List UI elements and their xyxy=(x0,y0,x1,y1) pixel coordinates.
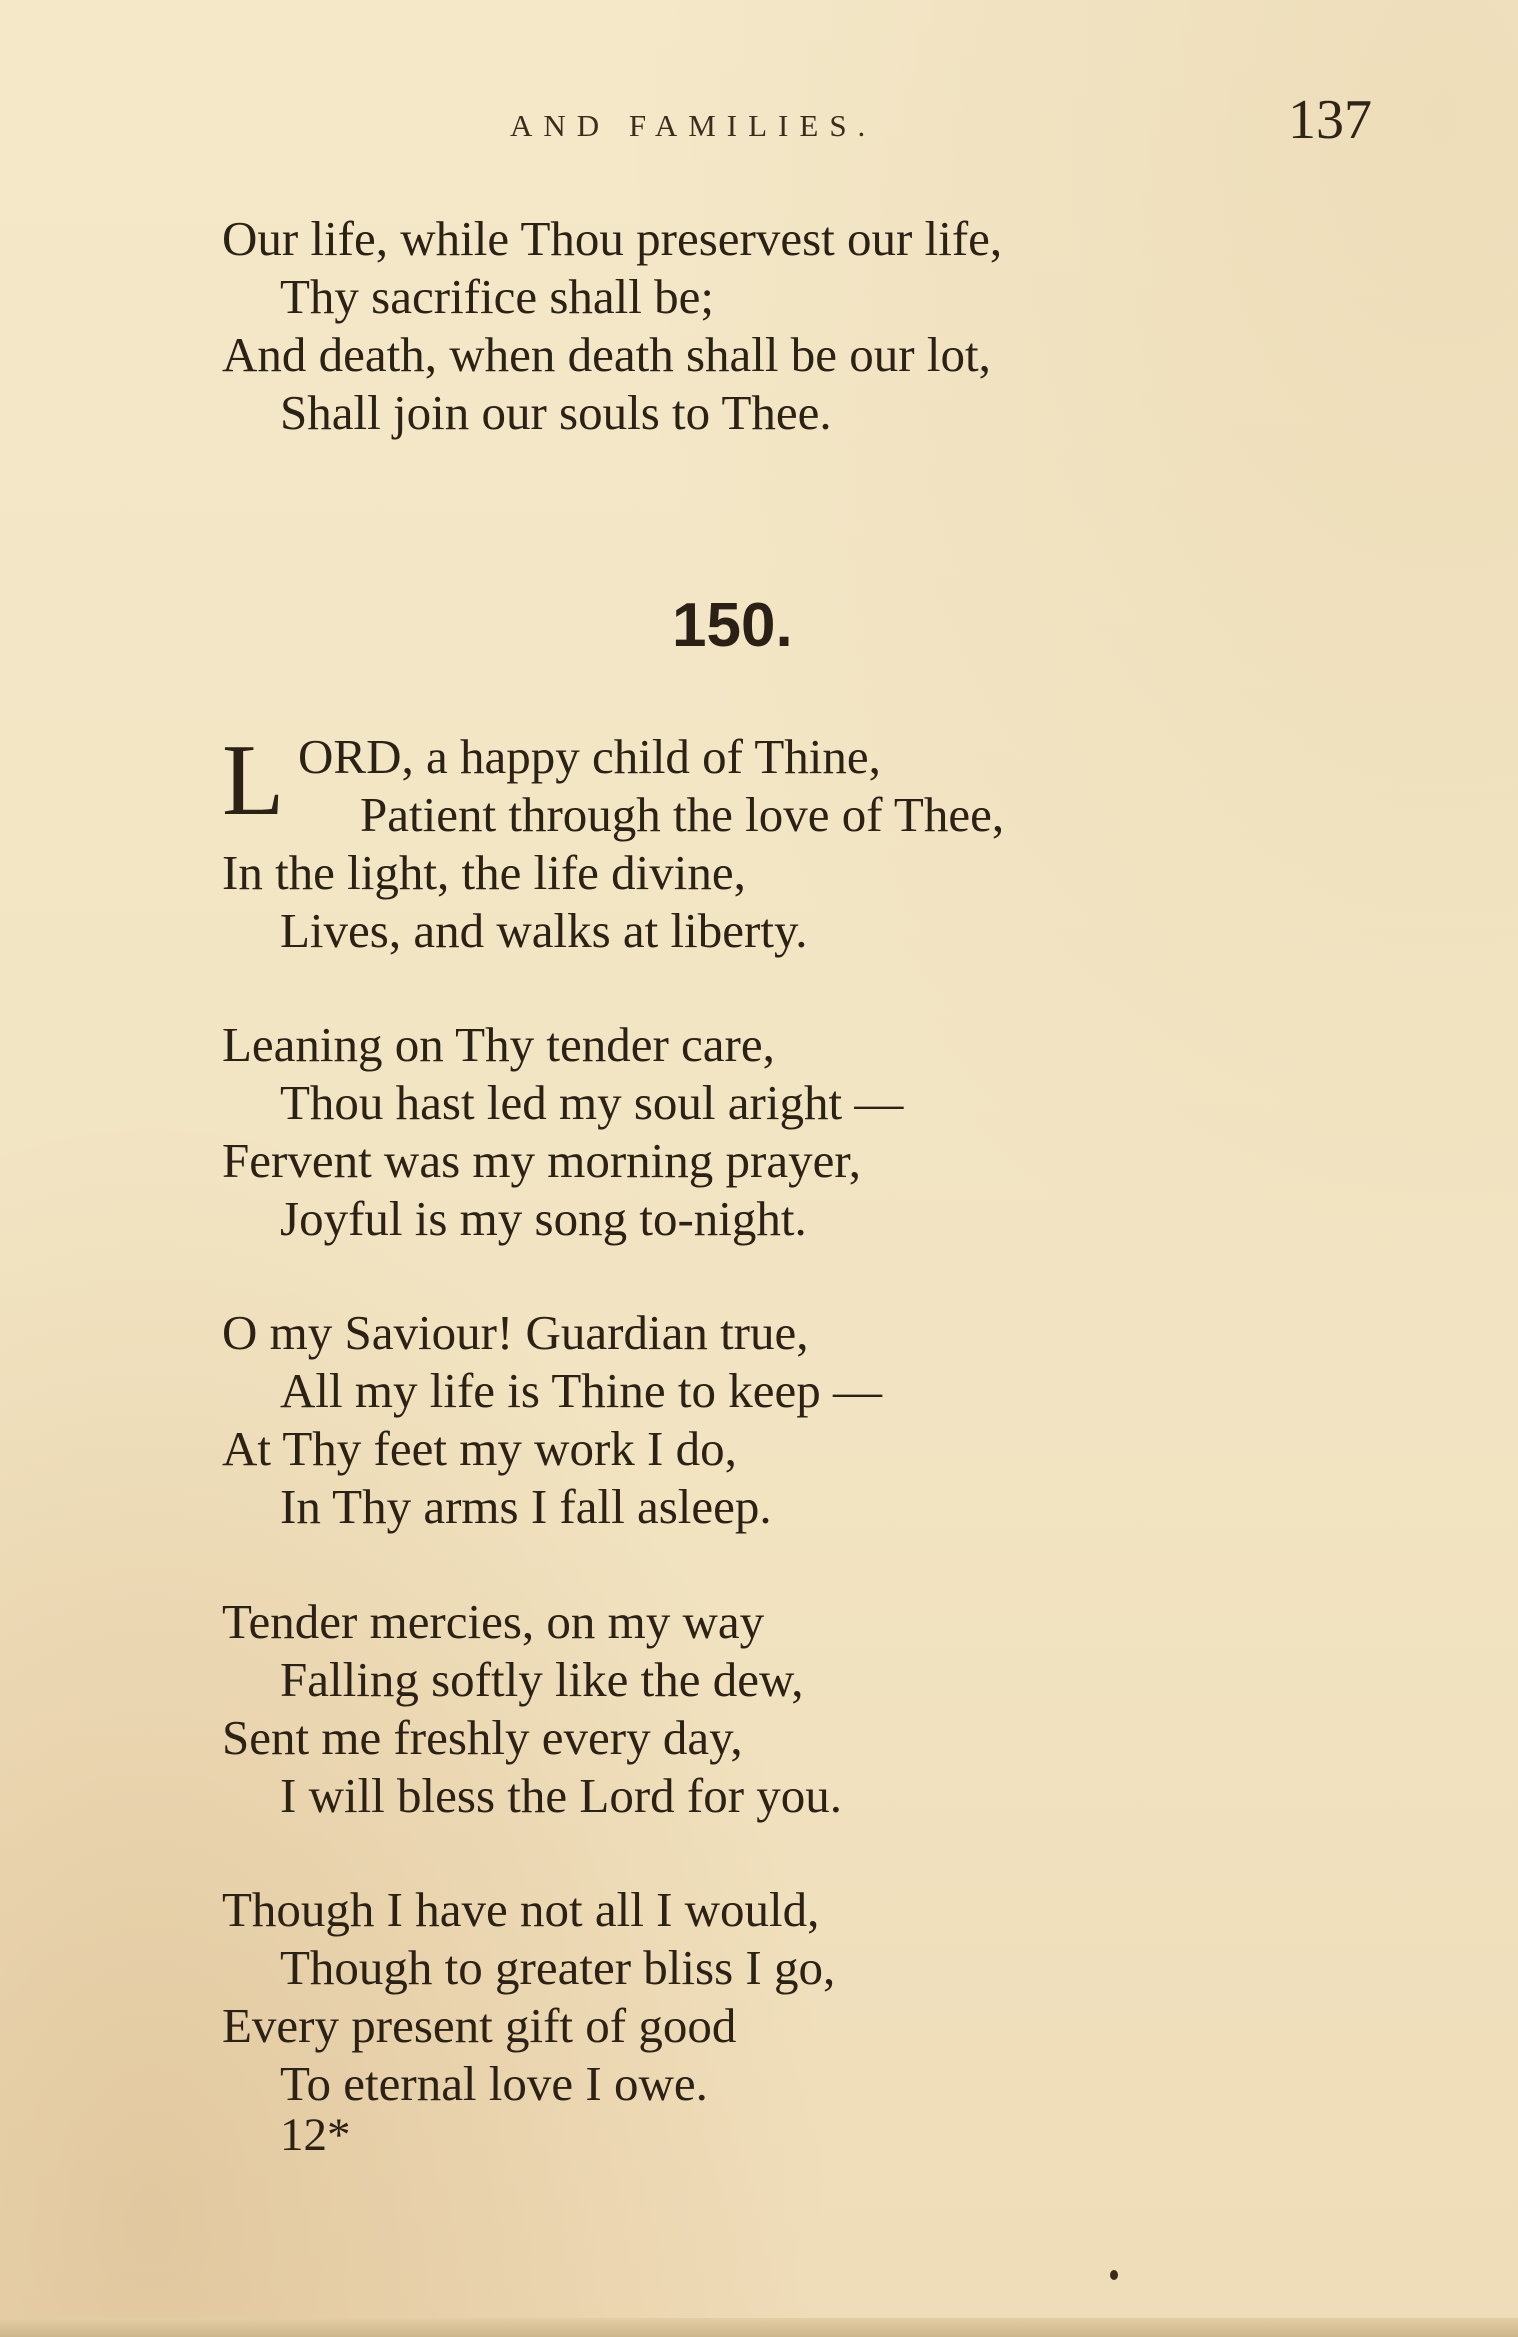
running-head: AND FAMILIES. xyxy=(510,108,877,143)
verse-line: Every present gift of good xyxy=(222,1998,737,2053)
previous-hymn-line: Our life, while Thou preservest our life, xyxy=(222,211,1003,266)
verse-line: In the light, the life divine, xyxy=(222,845,746,900)
verse-line: Patient through the love of Thee, xyxy=(360,787,1005,842)
signature-mark: 12* xyxy=(280,2109,351,2161)
verse-line: Sent me freshly every day, xyxy=(222,1710,743,1765)
page-edge xyxy=(0,2318,1518,2337)
verse-line: In Thy arms I fall asleep. xyxy=(280,1479,772,1534)
verse-line: To eternal love I owe. xyxy=(280,2056,708,2111)
verse-line: Lives, and walks at liberty. xyxy=(280,903,808,958)
verse-line: I will bless the Lord for you. xyxy=(280,1768,843,1823)
verse-line: At Thy feet my work I do, xyxy=(222,1421,737,1476)
verse-line: Though I have not all I would, xyxy=(222,1882,820,1937)
previous-hymn-line: Shall join our souls to Thee. xyxy=(280,385,832,440)
verse-line: ORD, a happy child of Thine, xyxy=(298,729,881,784)
page-number: 137 xyxy=(1288,89,1372,151)
verse-line: Leaning on Thy tender care, xyxy=(222,1017,775,1072)
verse-line: Falling softly like the dew, xyxy=(280,1652,804,1707)
verse-line: O my Saviour! Guardian true, xyxy=(222,1305,809,1360)
hymn-number: 150. xyxy=(672,591,793,660)
verse-line: Fervent was my morning prayer, xyxy=(222,1133,861,1188)
previous-hymn-line: Thy sacrifice shall be; xyxy=(280,269,715,324)
verse-line: All my life is Thine to keep — xyxy=(280,1363,882,1418)
drop-cap: L xyxy=(222,724,285,837)
verse-line: Tender mercies, on my way xyxy=(222,1594,765,1649)
verse-line: Thou hast led my soul aright — xyxy=(280,1075,904,1130)
verse-line: Though to greater bliss I go, xyxy=(280,1940,836,1995)
verse-line: Joyful is my song to-night. xyxy=(280,1191,807,1246)
previous-hymn-line: And death, when death shall be our lot, xyxy=(222,327,991,382)
ink-speck xyxy=(1110,2270,1118,2280)
